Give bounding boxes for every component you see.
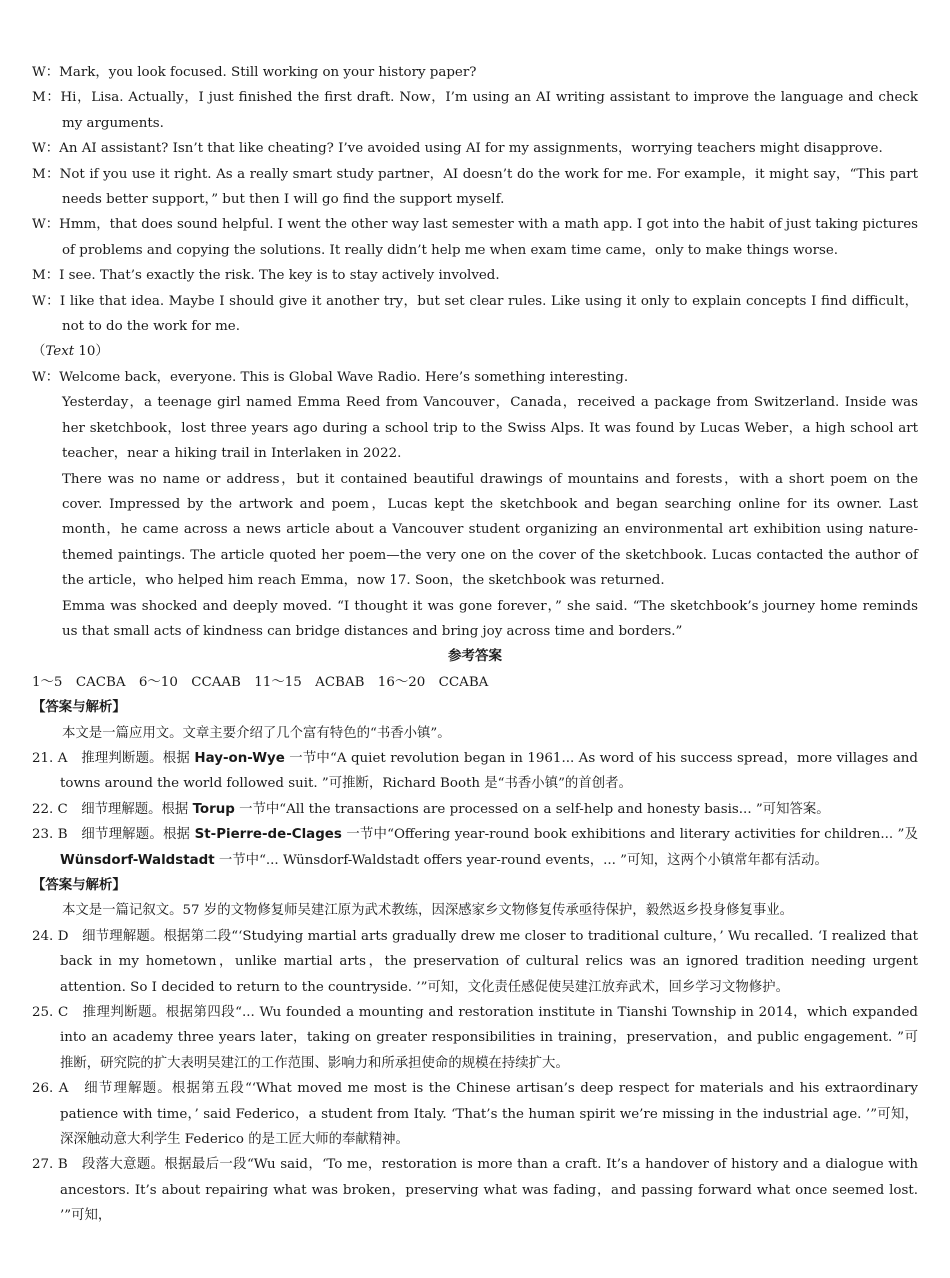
dialogue-line: M：Hi，Lisa. Actually，I just finished the first draft. Now，I’m using an AI writing assistant to improve the language and check my arguments. <box>32 90 918 131</box>
answer-21: 21. A 推理判断题。根据 Hay-on-Wye 一节中“A quiet revolution began in 1961... As word of his success spread，more villages and towns around the world followed suit. ”可推断，Richard Booth 是“书香小镇”的首创者。 <box>32 750 918 792</box>
section-summary: 本文是一篇应用文。文章主要介绍了几个富有特色的“书香小镇”。 <box>62 725 451 741</box>
answer-27: 27. B 段落大意题。根据最后一段“Wu said，‘To me，restoration is more than a craft. It’s a handover of history and a dialogue with ancestors. It’s about repairing what was broken，preserving what was fading，and passing forward what once seemed lost. ’”可知， <box>32 1157 918 1224</box>
section-heading: 【答案与解析】 <box>32 878 126 893</box>
text10-label: （Text 10） <box>32 344 109 360</box>
section-summary: 本文是一篇记叙文。57 岁的文物修复师吴建江原为武术教练，因深感家乡文物修复传承亟待保护，毅然返乡投身修复事业。 <box>62 903 793 919</box>
dialogue-line: M：Not if you use it right. As a really smart study partner，AI doesn’t do the work for me. For example，it might say，“This part needs better support，” but then I will go find the support myself. <box>32 166 918 208</box>
text10-intro: W：Welcome back，everyone. This is Global Wave Radio. Here’s something interesting. <box>32 369 629 385</box>
text10-paragraph: Emma was shocked and deeply moved. “I thought it was gone forever，” she said. “The sketchbook’s journey home reminds us that small acts of kindness can bridge distances and bring joy across time and borders.” <box>62 598 918 639</box>
text10-paragraph: There was no name or address，but it contained beautiful drawings of mountains and forests，with a short poem on the cover. Impressed by the artwork and poem，Lucas kept the sketchbook and began searching online for its owner. Last month，he came across a news article about a Vancouver student organizing an environmental art exhibition using nature-themed paintings. The article quoted her poem—the very one on the cover of the sketchbook. Lucas contacted the author of the article，who helped him reach Emma，now 17. Soon，the sketchbook was returned. <box>62 471 918 589</box>
dialogue-line: M：I see. That’s exactly the risk. The key is to stay actively involved. <box>32 268 500 284</box>
text10-paragraph: Yesterday，a teenage girl named Emma Reed from Vancouver，Canada，received a package from Switzerland. Inside was her sketchbook，lost three years ago during a school trip to the Swiss Alps. It was found by Lucas Weber，a high school art teacher，near a hiking trail in Interlaken in 2022. <box>62 395 918 462</box>
answers-title: 参考答案 <box>448 648 502 665</box>
answer-23: 23. B 细节理解题。根据 St-Pierre-de-Clages 一节中“Offering year-round book exhibitions and literary activities for children... ”及 Wünsdorf-Waldstadt 一节中“... Wünsdorf-Waldstadt offers year-round events，... ”可知，这两个小镇常年都有活动。 <box>32 827 918 868</box>
answer-25: 25. C 推理判断题。根据第四段“... Wu founded a mounting and restoration institute in Tianshi Township in 2014，which expanded into an academy three years later，taking on greater responsibilities in training，preservation，and public engagement. ”可推断，研究院的扩大表明吴建江的工作范围、影响力和所承担使命的规模在持续扩大。 <box>32 1005 918 1071</box>
answer-26: 26. A 细节理解题。根据第五段“‘What moved me most is the Chinese artisan’s deep respect for materials and his extraordinary patience with time，’ said Federico，a student from Italy. ‘That’s the human spirit we’re missing in the industrial age. ’”可知，深深触动意大利学生 Federico 的是工匠大师的奉献精神。 <box>32 1081 918 1148</box>
answer-22: 22. C 细节理解题。根据 Torup 一节中“All the transactions are processed on a self-help and honesty basis... ”可知答案。 <box>32 801 830 817</box>
answer-24: 24. D 细节理解题。根据第二段“‘Studying martial arts gradually drew me closer to traditional culture，’ Wu recalled. ‘I realized that back in my hometown，unlike martial arts，the preservation of cultural relics was an ignored tradition needing urgent attention. So I decided to return to the countryside. ’”可知，文化责任感促使吴建江放弃武术，回乡学习文物修护。 <box>32 928 918 995</box>
dialogue-line: W：Mark，you look focused. Still working on your history paper? <box>32 65 477 80</box>
section-heading: 【答案与解析】 <box>32 700 126 716</box>
answer-key: 1～5 CACBA 6～10 CCAAB 11～15 ACBAB 16～20 CCABA <box>32 674 489 690</box>
dialogue-line: W：I like that idea. Maybe I should give it another try，but set clear rules. Like using it only to explain concepts I find difficult，not to do the work for me. <box>32 293 918 335</box>
dialogue-line: W：An AI assistant? Isn’t that like cheating? I’ve avoided using AI for my assignments，worrying teachers might disapprove. <box>32 141 883 157</box>
dialogue-line: W：Hmm，that does sound helpful. I went the other way last semester with a math app. I got into the habit of just taking pictures of problems and copying the solutions. It really didn’t help me when exam time came，only to make things worse. <box>32 217 918 258</box>
